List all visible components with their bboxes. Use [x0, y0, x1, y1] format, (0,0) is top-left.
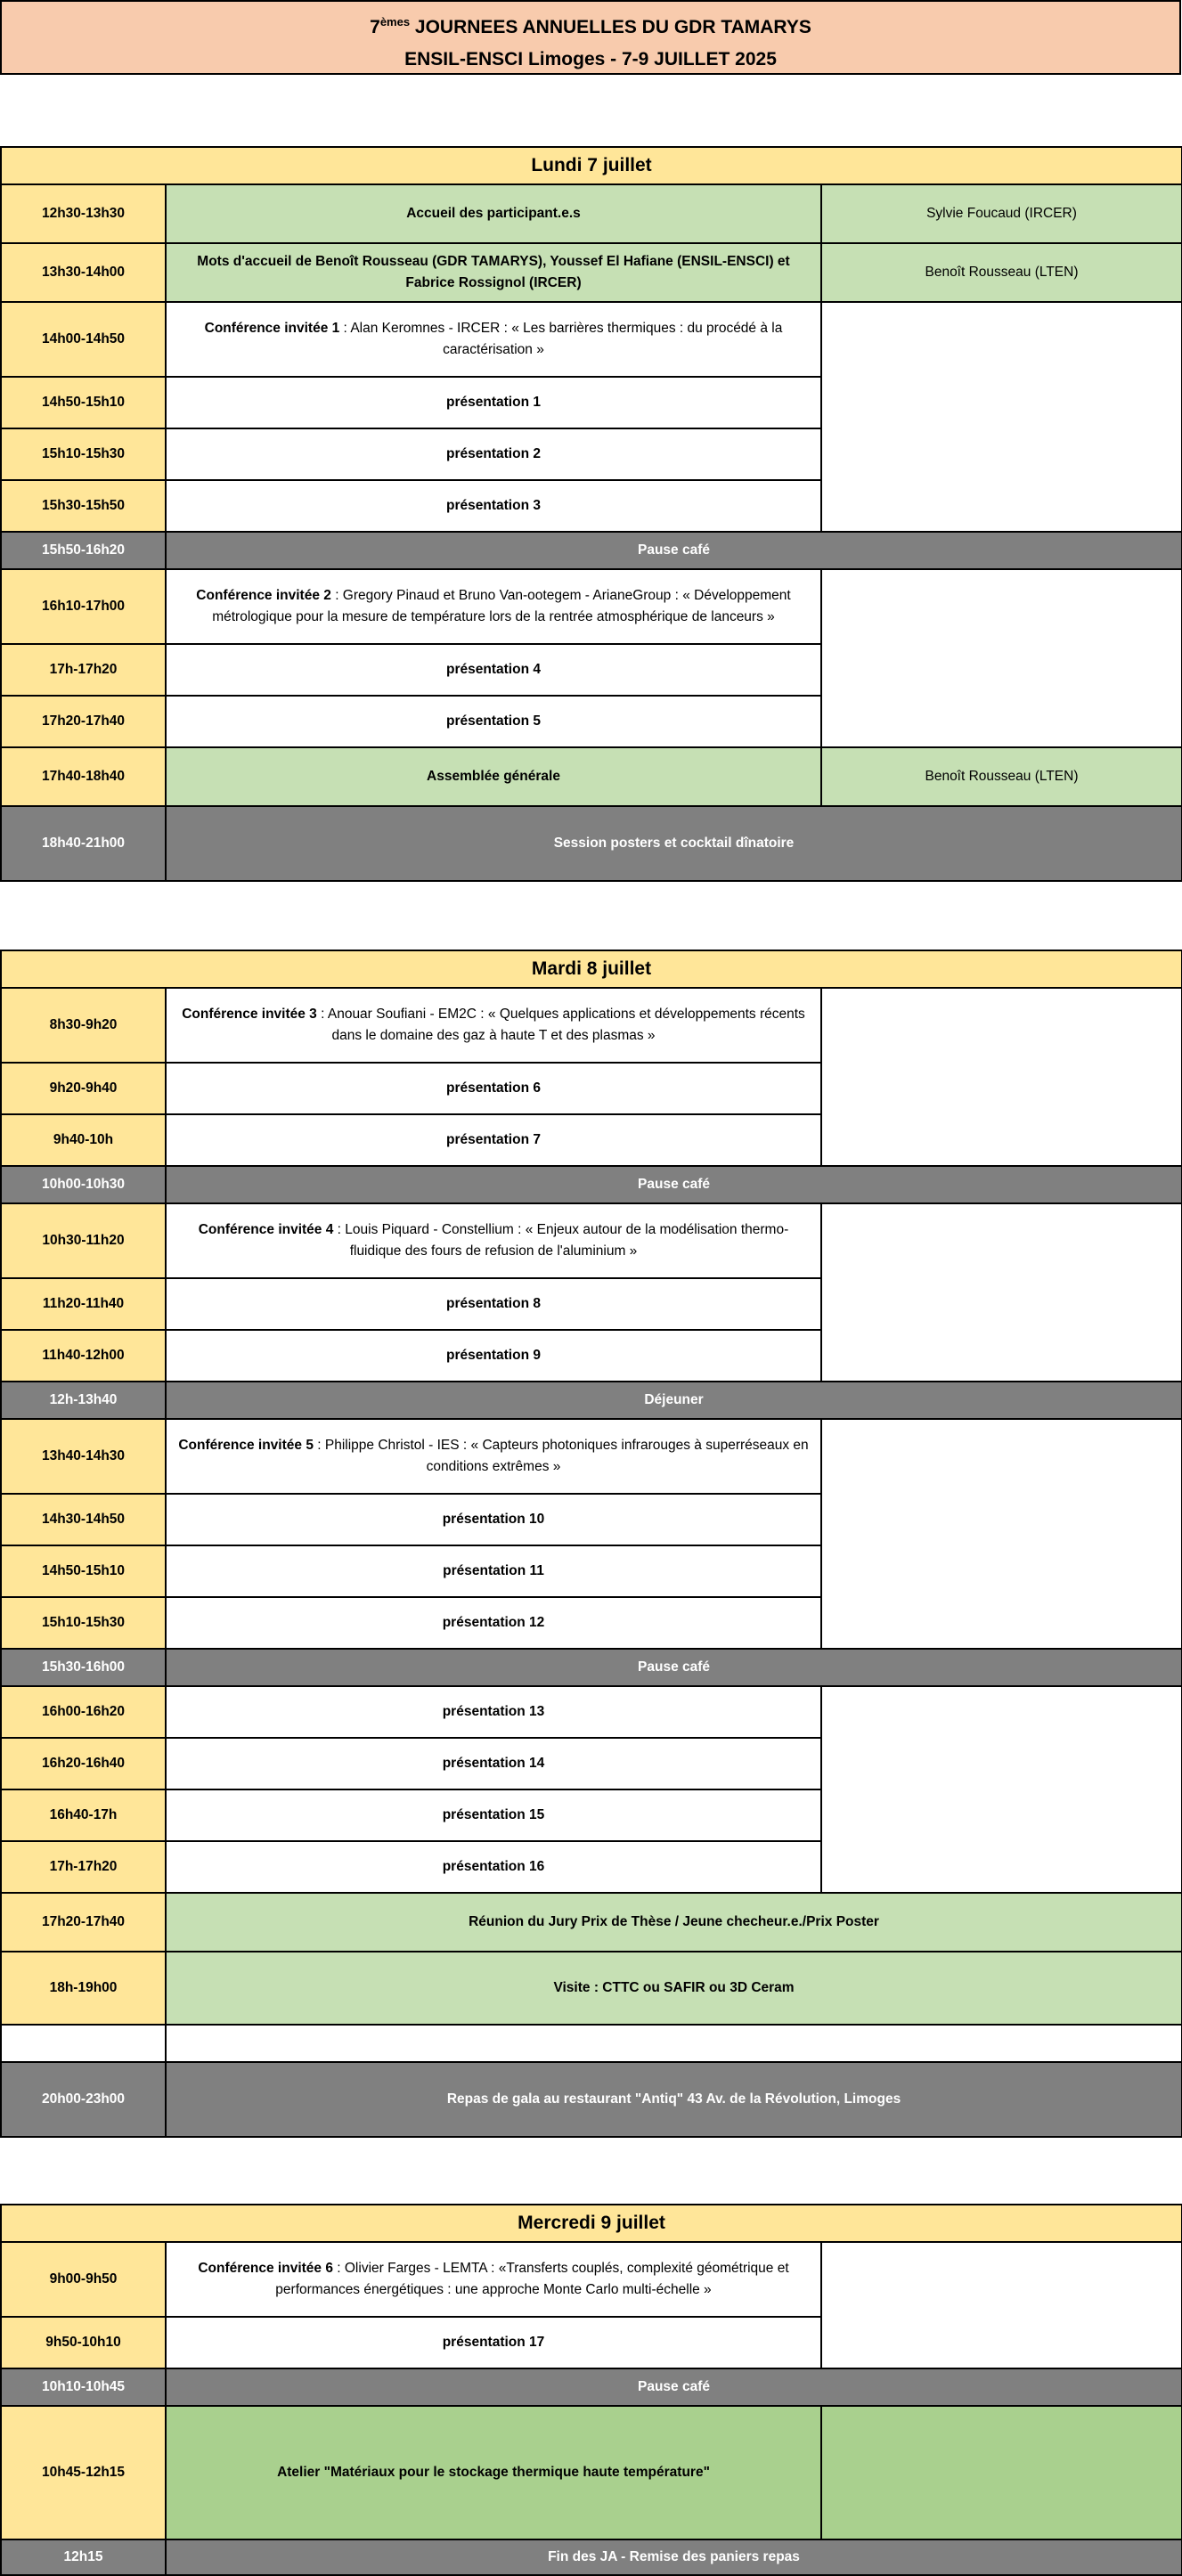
empty-cell	[821, 2406, 1182, 2539]
empty-cell	[821, 1203, 1182, 1382]
conference-label: Conférence invitée 3	[182, 1007, 317, 1022]
event-cell: présentation 14	[166, 1738, 821, 1789]
schedule-monday	[0, 146, 1182, 882]
table-row	[1, 988, 1182, 1063]
event-cell: présentation 2	[166, 428, 821, 480]
table-row	[1, 1952, 1182, 2025]
day-title: Mardi 8 juillet	[1, 950, 1182, 988]
event-cell: présentation 12	[166, 1597, 821, 1649]
table-row	[1, 1893, 1182, 1952]
event-cell: Visite : CTTC ou SAFIR ou 3D Ceram	[166, 1952, 1182, 2025]
time-cell: 11h40-12h00	[1, 1330, 166, 1382]
event-cell: Atelier "Matériaux pour le stockage thermique haute température"	[166, 2406, 821, 2539]
table-row	[1, 2368, 1182, 2406]
time-cell: 10h10-10h45	[1, 2368, 166, 2406]
time-cell: 17h-17h20	[1, 1841, 166, 1893]
conference-label: Conférence invitée 5	[178, 1438, 314, 1453]
conference-label: Conférence invitée 6	[198, 2261, 333, 2276]
time-cell: 14h00-14h50	[1, 302, 166, 377]
time-cell: 16h40-17h	[1, 1789, 166, 1841]
spacer-row	[1, 2025, 1182, 2062]
time-cell: 18h40-21h00	[1, 806, 166, 881]
empty-cell	[821, 302, 1182, 532]
table-row	[1, 747, 1182, 806]
chair-cell: Benoît Rousseau (LTEN)	[821, 243, 1182, 302]
chair-cell: Benoît Rousseau (LTEN)	[821, 747, 1182, 806]
time-cell: 16h20-16h40	[1, 1738, 166, 1789]
time-cell: 9h40-10h	[1, 1114, 166, 1166]
time-cell: 13h40-14h30	[1, 1419, 166, 1494]
event-cell: présentation 10	[166, 1494, 821, 1545]
time-cell: 14h30-14h50	[1, 1494, 166, 1545]
event-cell: présentation 4	[166, 644, 821, 696]
event-cell: présentation 13	[166, 1686, 821, 1738]
break-cell: Pause café	[166, 2368, 1182, 2406]
event-header	[0, 0, 1181, 75]
conference-text: : Louis Piquard - Constellium : « Enjeux autour de la modélisation thermo-fluidique des fours de refusion de l'aluminium »	[333, 1222, 789, 1259]
time-cell: 10h00-10h30	[1, 1166, 166, 1203]
time-cell: 14h50-15h10	[1, 377, 166, 428]
time-cell: 11h20-11h40	[1, 1278, 166, 1330]
table-row	[1, 2406, 1182, 2539]
event-cell: Mots d'accueil de Benoît Rousseau (GDR TAMARYS), Youssef El Hafiane (ENSIL-ENSCI) et Fabrice Rossignol (IRCER)	[166, 243, 821, 302]
event-cell: présentation 8	[166, 1278, 821, 1330]
event-cell: présentation 11	[166, 1545, 821, 1597]
event-cell	[166, 988, 821, 1063]
table-row	[1, 302, 1182, 377]
table-row	[1, 2062, 1182, 2137]
chair-cell: Sylvie Foucaud (IRCER)	[821, 184, 1182, 243]
time-cell: 8h30-9h20	[1, 988, 166, 1063]
empty-cell	[821, 1686, 1182, 1893]
conference-label: Conférence invitée 4	[198, 1222, 334, 1237]
event-subtitle: ENSIL-ENSCI Limoges - 7-9 JUILLET 2025	[404, 49, 777, 69]
table-row	[1, 243, 1182, 302]
empty-cell	[821, 1419, 1182, 1649]
table-row	[1, 1686, 1182, 1738]
event-cell: Réunion du Jury Prix de Thèse / Jeune checheur.e./Prix Poster	[166, 1893, 1182, 1952]
time-cell: 15h10-15h30	[1, 428, 166, 480]
time-cell: 9h50-10h10	[1, 2317, 166, 2368]
table-row	[1, 184, 1182, 243]
conference-text: : Anouar Soufiani - EM2C : « Quelques applications et développements récents dans le domaine des gaz à haute T et des plasmas »	[316, 1007, 805, 1043]
table-row	[1, 2539, 1182, 2575]
day-title: Lundi 7 juillet	[1, 147, 1182, 184]
table-row	[1, 2242, 1182, 2317]
conference-text: : Olivier Farges - LEMTA : «Transferts couplés, complexité géométrique et performances énergétiques : une approche Monte Carlo multi-échelle »	[275, 2261, 789, 2297]
time-cell: 17h20-17h40	[1, 696, 166, 747]
table-row	[1, 1203, 1182, 1278]
table-row	[1, 1649, 1182, 1686]
event-cell: présentation 1	[166, 377, 821, 428]
time-cell: 12h-13h40	[1, 1382, 166, 1419]
table-row	[1, 1419, 1182, 1494]
table-row	[1, 569, 1182, 644]
event-cell: présentation 5	[166, 696, 821, 747]
day-title: Mercredi 9 juillet	[1, 2205, 1182, 2242]
break-cell: Déjeuner	[166, 1382, 1182, 1419]
table-row	[1, 1382, 1182, 1419]
table-row	[1, 806, 1182, 881]
time-cell: 14h50-15h10	[1, 1545, 166, 1597]
event-cell	[166, 1419, 821, 1494]
time-cell: 15h30-16h00	[1, 1649, 166, 1686]
time-cell: 17h20-17h40	[1, 1893, 166, 1952]
event-cell: présentation 17	[166, 2317, 821, 2368]
event-cell: présentation 3	[166, 480, 821, 532]
break-cell: Fin des JA - Remise des paniers repas	[166, 2539, 1182, 2575]
time-cell: 10h45-12h15	[1, 2406, 166, 2539]
time-cell: 9h00-9h50	[1, 2242, 166, 2317]
break-cell: Pause café	[166, 1166, 1182, 1203]
time-cell: 13h30-14h00	[1, 243, 166, 302]
table-row	[1, 532, 1182, 569]
empty-cell	[821, 2242, 1182, 2368]
empty-cell	[821, 569, 1182, 747]
conference-label: Conférence invitée 2	[196, 588, 331, 603]
spacer-cell	[1, 2025, 166, 2062]
event-cell: présentation 16	[166, 1841, 821, 1893]
empty-cell	[821, 988, 1182, 1166]
time-cell: 12h15	[1, 2539, 166, 2575]
event-cell: Accueil des participant.e.s	[166, 184, 821, 243]
event-cell: présentation 7	[166, 1114, 821, 1166]
event-cell	[166, 2242, 821, 2317]
schedule-tuesday	[0, 950, 1182, 2138]
time-cell: 16h10-17h00	[1, 569, 166, 644]
event-cell: présentation 15	[166, 1789, 821, 1841]
break-cell: Pause café	[166, 1649, 1182, 1686]
spacer-cell	[166, 2025, 1182, 2062]
time-cell: 15h30-15h50	[1, 480, 166, 532]
time-cell: 17h40-18h40	[1, 747, 166, 806]
time-cell: 12h30-13h30	[1, 184, 166, 243]
conference-text: : Gregory Pinaud et Bruno Van-ootegem - ArianeGroup : « Développement métrologique pour la mesure de température lors de la rentrée atmosphérique de lanceurs »	[212, 588, 791, 624]
time-cell: 9h20-9h40	[1, 1063, 166, 1114]
event-title: 7èmes JOURNEES ANNUELLES DU GDR TAMARYS	[370, 15, 811, 37]
break-cell: Session posters et cocktail dînatoire	[166, 806, 1182, 881]
time-cell: 16h00-16h20	[1, 1686, 166, 1738]
time-cell: 18h-19h00	[1, 1952, 166, 2025]
break-cell: Pause café	[166, 532, 1182, 569]
conference-text: : Alan Keromnes - IRCER : « Les barrières thermiques : du procédé à la caractérisation »	[339, 321, 783, 357]
conference-text: : Philippe Christol - IES : « Capteurs photoniques infrarouges à superréseaux en conditions extrêmes »	[313, 1438, 809, 1474]
time-cell: 10h30-11h20	[1, 1203, 166, 1278]
time-cell: 17h-17h20	[1, 644, 166, 696]
conference-label: Conférence invitée 1	[204, 321, 340, 336]
break-cell: Repas de gala au restaurant "Antiq" 43 Av. de la Révolution, Limoges	[166, 2062, 1182, 2137]
table-row	[1, 1166, 1182, 1203]
event-cell: Assemblée générale	[166, 747, 821, 806]
event-cell: présentation 6	[166, 1063, 821, 1114]
event-cell	[166, 569, 821, 644]
schedule-wednesday	[0, 2204, 1182, 2576]
event-cell: présentation 9	[166, 1330, 821, 1382]
time-cell: 20h00-23h00	[1, 2062, 166, 2137]
time-cell: 15h10-15h30	[1, 1597, 166, 1649]
event-cell	[166, 1203, 821, 1278]
event-cell	[166, 302, 821, 377]
time-cell: 15h50-16h20	[1, 532, 166, 569]
